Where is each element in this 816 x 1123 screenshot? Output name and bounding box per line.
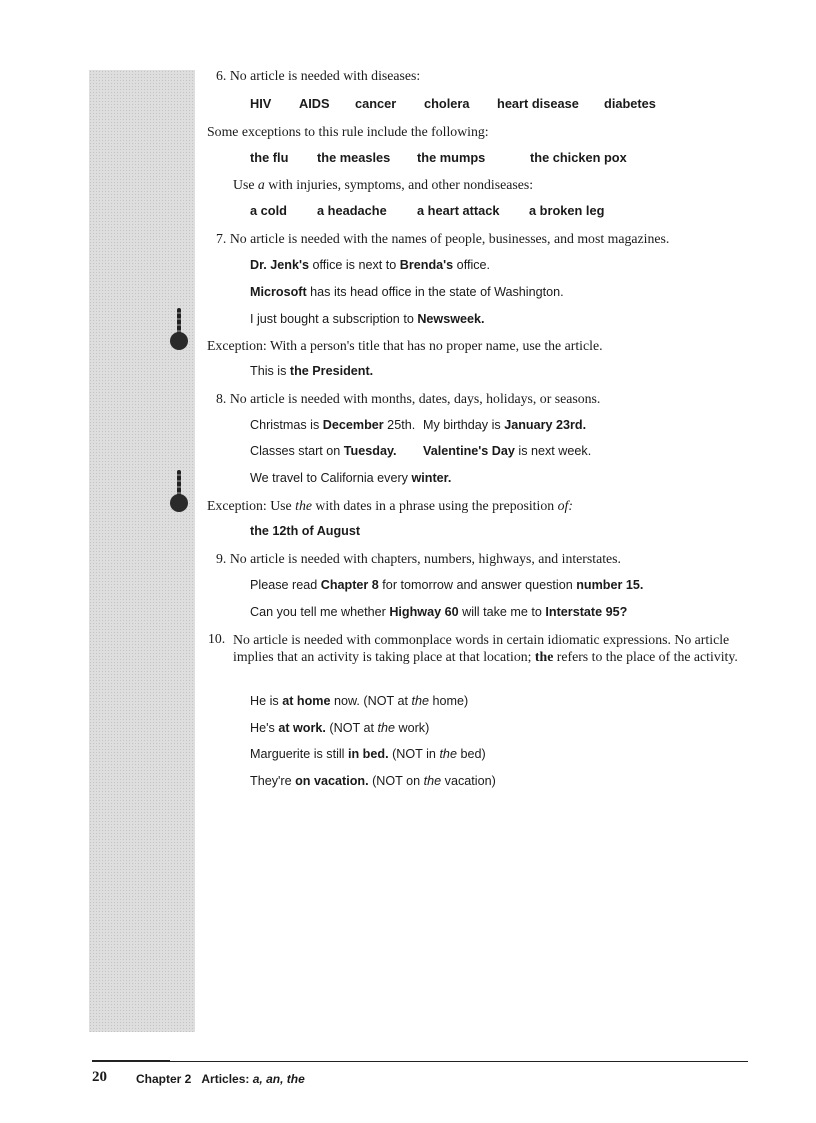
example-sentence: Marguerite is still in bed. (NOT in the bed) — [250, 747, 486, 761]
example-sentence: I just bought a subscription to Newsweek. — [250, 312, 485, 326]
use-a-note: Use a with injuries, symptoms, and other nondiseases: — [233, 177, 534, 192]
example-sentence: My birthday is January 23rd. — [423, 418, 587, 432]
example-sentence: Dr. Jenk's office is next to Brenda's office. — [250, 258, 491, 272]
exceptions-intro: Some exceptions to this rule include the following: — [207, 124, 489, 139]
list-item: HIV — [250, 96, 272, 111]
nondisease-list — [0, 203, 816, 221]
list-item: the mumps — [417, 150, 486, 165]
list-item: the measles — [317, 150, 391, 165]
list-item: the flu — [250, 150, 289, 165]
example-sentence: Please read Chapter 8 for tomorrow and answer question number 15. — [250, 578, 644, 592]
rule-7-heading: 7. No article is needed with the names of people, businesses, and most magazines. — [216, 231, 670, 246]
example-sentence: This is the President. — [250, 364, 374, 378]
example-sentence: Classes start on Tuesday. — [250, 444, 397, 458]
example-sentence: Christmas is December 25th. — [250, 418, 416, 432]
rule-9-heading: 9. No article is needed with chapters, numbers, highways, and interstates. — [216, 551, 621, 566]
running-footer: Chapter 2 Articles: a, an, the — [136, 1072, 305, 1086]
list-item: AIDS — [299, 96, 330, 111]
list-item: a heart attack — [417, 203, 500, 218]
example-sentence: We travel to California every winter. — [250, 471, 452, 485]
rule-10-heading: No article is needed with commonplace words in certain idiomatic expressions. No article implies that an activity is taking place at that location; the refers to the place of the activity. — [233, 632, 738, 664]
footer-divider-accent — [92, 1060, 170, 1062]
example-sentence: the 12th of August — [250, 524, 361, 538]
list-item: cancer — [355, 96, 397, 111]
example-sentence: He's at work. (NOT at the work) — [250, 721, 430, 735]
example-sentence: Microsoft has its head office in the state of Washington. — [250, 285, 564, 299]
example-sentence: He is at home now. (NOT at the home) — [250, 694, 469, 708]
list-item: a cold — [250, 203, 287, 218]
exception-note: Exception: Use the with dates in a phrase using the preposition of: — [207, 498, 573, 513]
rule-8-heading: 8. No article is needed with months, dates, days, holidays, or seasons. — [216, 391, 601, 406]
rule-10-number: 10. — [208, 631, 226, 646]
rule-6-heading: 6. No article is needed with diseases: — [216, 68, 421, 83]
example-sentence: Can you tell me whether Highway 60 will take me to Interstate 95? — [250, 605, 628, 619]
example-sentence: Valentine's Day is next week. — [423, 444, 592, 458]
exception-list — [0, 150, 816, 168]
page-number: 20 — [92, 1069, 107, 1085]
list-item: the chicken pox — [530, 150, 627, 165]
list-item: a broken leg — [529, 203, 605, 218]
list-item: heart disease — [497, 96, 579, 111]
list-item: a headache — [317, 203, 387, 218]
example-sentence: They're on vacation. (NOT on the vacation) — [250, 774, 496, 788]
footer-divider — [92, 1061, 748, 1062]
exception-note: Exception: With a person's title that has no proper name, use the article. — [207, 338, 603, 353]
disease-list — [0, 96, 816, 114]
list-item: cholera — [424, 96, 470, 111]
list-item: diabetes — [604, 96, 656, 111]
